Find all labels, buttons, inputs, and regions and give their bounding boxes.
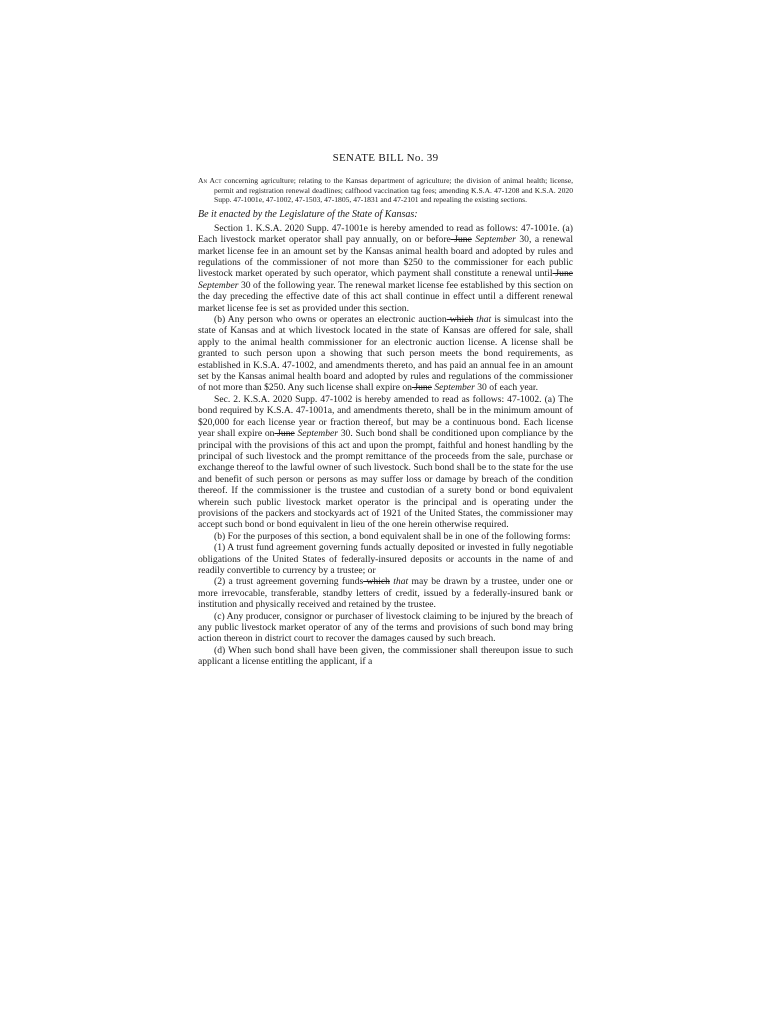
bill-paragraph [198, 576, 573, 610]
paragraph-text: (b) For the purposes of this section, a bond equivalent shall be in one of the following forms: [214, 530, 571, 542]
paragraph-text: (d) When such bond shall have been given, the commissioner shall thereupon issue to such applicant a license entitling the applicant, if a [198, 644, 573, 668]
bill-paragraph [198, 223, 573, 314]
bill-body [198, 223, 573, 668]
paragraph-text: Section 1. K.S.A. 2020 Supp. 47-1001e is hereby amended to read as follows: 47-1001e. (a) Each livestock market operator shall pay annually, on or before [198, 222, 573, 246]
bill-paragraph [198, 394, 573, 531]
paragraph-text: (2) a trust agreement governing funds [214, 576, 364, 588]
act-title [198, 176, 573, 205]
paragraph-text: is simulcast into the state of Kansas and at which livestock located in the state of Kansas are offered for sale, shall apply to the animal health commissioner for an electronic auction license. A license shall be granted to such person upon a showing that such person meets the bond requirements, as established in K.S.A. 47-1002, and amendments thereto, and has paid an annual fee in an amount set by the Kansas animal health board and adopted by rules and regulations of the commissioner of not more than $250. Any such license shall expire on [198, 314, 573, 394]
deleted-text: June [274, 428, 295, 440]
paragraph-text: may be drawn by a trustee, under one or more irrevocable, transferable, standby letters of credit, issued by a federally-insured bank or institution and physically received and retained by the trustee. [198, 576, 573, 611]
paragraph-text: (1) A trust fund agreement governing funds actually deposited or invested in fully negotiable obligations of the United States of federally-insured deposits or accounts in the name of and readily convertible to currency by a trustee; or [198, 542, 573, 576]
bill-paragraph [198, 645, 573, 668]
deleted-text: June [450, 234, 472, 246]
bill-content [198, 152, 573, 668]
deleted-text: which [446, 314, 474, 326]
bill-title: SENATE BILL No. 39 [332, 152, 439, 164]
inserted-text: September [431, 382, 475, 394]
paragraph-text: (c) Any producer, consignor or purchaser of livestock claiming to be injured by the breach of any public livestock market operator of any of the terms and provisions of such bond may bring action thereon in district court to recover the damages caused by such breach. [198, 610, 573, 645]
deleted-text: June [411, 382, 432, 394]
paragraph-text: (b) Any person who owns or operates an electronic auction [214, 314, 447, 326]
bill-paragraph [198, 542, 573, 576]
paragraph-text: 30, a renewal market license fee in an amount set by the Kansas animal health board and adopted by rules and regulations of the commissioner of not more than $250 to the commissioner for each public livestock market operated by such operator, which payment shall constitute a renewal until [198, 234, 573, 280]
bill-paragraph [198, 314, 573, 394]
inserted-text: that [389, 576, 409, 588]
act-prefix: An Act [198, 176, 222, 185]
deleted-text: which [363, 576, 390, 588]
enacting-clause: Be it enacted by the Legislature of the State of Kansas: [198, 208, 418, 220]
bill-paragraph [198, 531, 573, 542]
deleted-text: June [552, 268, 573, 280]
inserted-text: September [294, 428, 339, 440]
paragraph-text: Sec. 2. K.S.A. 2020 Supp. 47-1002 is hereby amended to read as follows: 47-1002. (a) The bond required by K.S.A. 47-1001a, and amendments thereto, shall be in the minimum amount of $20,000 for each license year or fraction thereof, but may be a continuous bond. Each license year shall expire on [198, 393, 573, 440]
paragraph-text: 30 of each year. [474, 382, 538, 394]
inserted-text: September [198, 279, 239, 291]
paragraph-text: 30 of the following year. The renewal market license fee established by this section on the day preceding the effective date of this act shall continue in effect until a different renewal market license fee is set as provided under this section. [198, 279, 573, 314]
inserted-text: that [473, 314, 492, 326]
inserted-text: September [471, 234, 516, 246]
paragraph-text: 30. Such bond shall be conditioned upon compliance by the principal with the provisions of this act and upon the prompt, faithful and honest handling by the principal of such livestock and the prompt remittance of the proceeds from the sale, purchase or exchange thereof to the lawful owner of such livestock. Such bond shall be to the state for the use and benefit of such person or persons as may suffer loss or damage by breach of the condition thereof. If the commissioner is the trustee and custodian of a surety bond or bond equivalent wherein such public livestock market operator is the principal and is operating under the provisions of the packers and stockyards act of 1921 of the United States, the commissioner may accept such bond or bond equivalent in lieu of the one herein otherwise required. [198, 428, 574, 531]
bill-paragraph [198, 611, 573, 645]
act-description: concerning agriculture; relating to the Kansas department of agriculture; the division of animal health; license, permit and registration renewal deadlines; calfhood vaccination tag fees; amending K.S.A. 47-1208 and K.S.A. 2020 Supp. 47-1001e, 47-1002, 47-1503, 47-1805, 47-1831 and 47-2101 and repealing the existing sections. [214, 176, 573, 205]
